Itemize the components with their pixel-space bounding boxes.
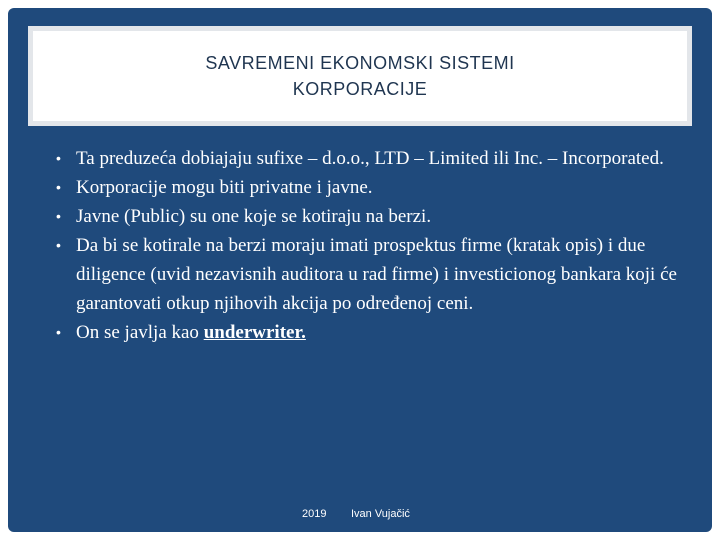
bullet-text: Korporacije mogu biti privatne i javne. [76,177,373,198]
bullet-icon: • [56,208,61,224]
bullet-text-prefix: On se javlja kao [76,322,204,343]
bullet-text: Javne (Public) su one koje se kotiraju na berzi. [76,206,432,227]
bullet-item [54,144,684,173]
bullet-icon: • [56,237,61,253]
footer-year: 2019 [302,508,327,520]
bullet-icon: • [56,324,61,340]
bullet-icon: • [56,150,61,166]
bullet-item [54,173,684,202]
footer-author: Ivan Vujačić [351,508,410,520]
bullet-item [54,202,684,231]
bullet-icon: • [56,179,61,195]
slide-title-line-1: SAVREMENI EKONOMSKI SISTEMI [205,53,515,73]
underwriter-term: underwriter. [203,322,306,343]
bullet-item [54,318,684,347]
bullet-text: Da bi se kotirale na berzi moraju imati prospektus firme (kratak opis) i due diligence (uvid nezavisnih auditora u rad firme) i investicionog bankara koji će garantovati otkup njihovih akcija po određenoj ceni. [76,235,677,314]
slide-title-line-2: KORPORACIJE [292,79,428,99]
bullet-text: Ta preduzeća dobiajaju sufixe – d.o.o., LTD – Limited ili Inc. – Incorporated. [76,148,664,169]
bullet-item [54,231,684,318]
bullet-list [54,144,684,347]
title-box [28,26,692,126]
slide [8,8,712,532]
